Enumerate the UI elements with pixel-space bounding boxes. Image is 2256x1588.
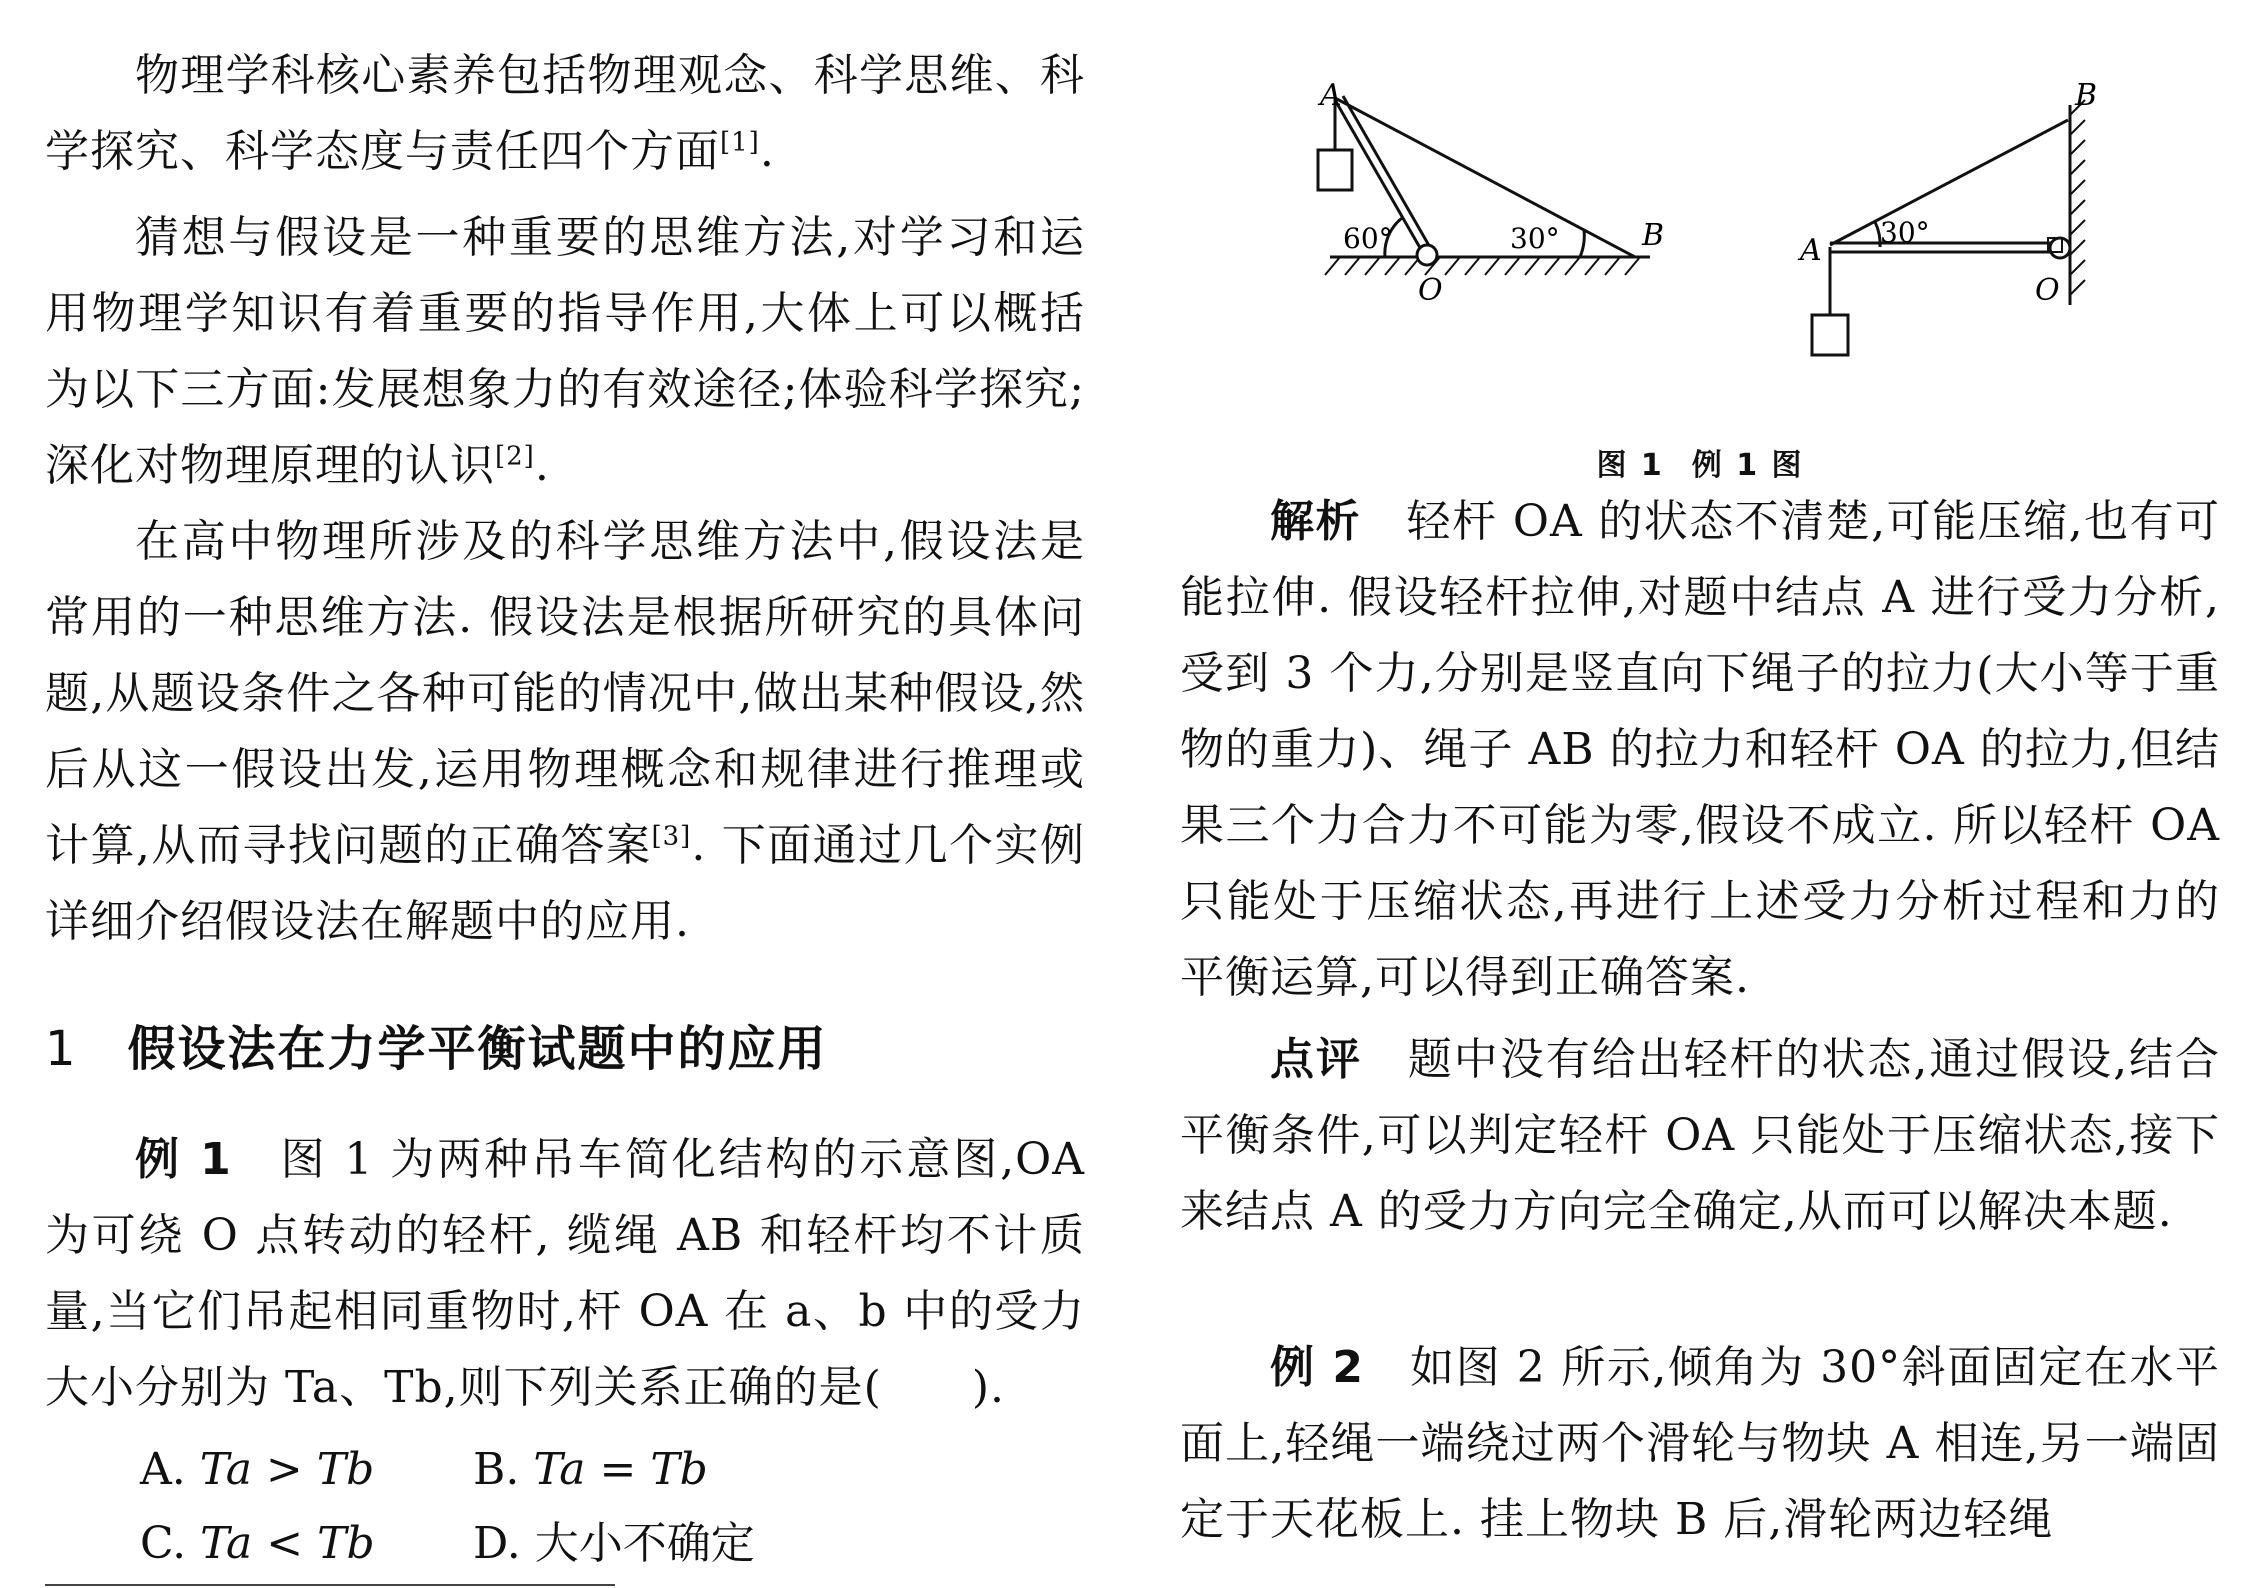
crane-b bbox=[1812, 100, 2085, 355]
label-a-left: A bbox=[1320, 78, 1342, 113]
weight-a bbox=[1318, 150, 1352, 190]
intro-paragraph-3: 在高中物理所涉及的科学思维方法中,假设法是常用的一种思维方法. 假设法是根据所研究的具体问题,从题设条件之各种可能的情况中,做出某种假设,然后从这一假设出发,运用物理概念和规律进行推理或计算,从而寻找问题的正确答案[3]. 下面通过几个实例详细介绍假设法在解题中的应用. bbox=[45, 516, 1085, 947]
angle-60-label: 60° bbox=[1343, 222, 1393, 255]
example-2-paragraph bbox=[1180, 1330, 2220, 1558]
angle-30-label-left: 30° bbox=[1510, 222, 1560, 255]
angle-30-label-right: 30° bbox=[1880, 216, 1930, 249]
example-2-label: 例 2 bbox=[1270, 1342, 1365, 1393]
analysis-text: 轻杆 OA 的状态不清楚,可能压缩,也有可能拉伸. 假设轻杆拉伸,对题中结点 A 进行受力分析,受到 3 个力,分别是竖直向下绳子的拉力(大小等于重物的重力)、绳子 AB 的拉力和轻杆 OA 的拉力,但结果三个力合力不可能为零,假设不成立. 所以轻杆 OA 只能处于压缩状态,再进行上述受力分析过程和力的平衡运算,可以得到正确答案. bbox=[1180, 496, 2221, 1003]
caption-figure-number: 图 1 bbox=[1596, 448, 1664, 483]
example-2-text: 如图 2 所示,倾角为 30°斜面固定在水平面上,轻绳一端绕过两个滑轮与物块 A 相连,另一端固定于天花板上. 挂上物块 B 后,滑轮两边轻绳 bbox=[1180, 1342, 2221, 1545]
section-number: 1 bbox=[45, 1021, 78, 1077]
caption-example: 例 1 图 bbox=[1691, 448, 1804, 483]
label-o-right: O bbox=[2035, 273, 2060, 308]
intro-paragraph-1: 物理学科核心素养包括物理观念、科学思维、科学探究、科学态度与责任四个方面[1]. bbox=[45, 50, 1085, 177]
footnote-rule bbox=[45, 1584, 615, 1586]
comment-label: 点评 bbox=[1270, 1034, 1362, 1085]
section-title: 假设法在力学平衡试题中的应用 bbox=[127, 1021, 828, 1077]
reference-3[interactable]: [3] bbox=[651, 821, 692, 852]
intro-text-1: 物理学科核心素养包括物理观念、科学思维、科学探究、科学态度与责任四个方面 bbox=[45, 50, 1085, 177]
analysis-paragraph bbox=[1180, 484, 2220, 1016]
label-a-right: A bbox=[1800, 233, 1822, 268]
comment-text: 题中没有给出轻杆的状态,通过假设,结合平衡条件,可以判定轻杆 OA 只能处于压缩状态,接下来结点 A 的受力方向完全确定,从而可以解决本题. bbox=[1180, 1034, 2220, 1237]
example-1-paragraph bbox=[45, 1122, 1085, 1426]
example-1-text: 图 1 为两种吊车简化结构的示意图,OA 为可绕 O 点转动的轻杆, 缆绳 AB 和轻杆均不计质量,当它们吊起相同重物时,杆 OA 在 a、b 中的受力大小分别为 Ta、Tb,则下列关系正确的是( ). bbox=[45, 1134, 1085, 1413]
figure-caption bbox=[1180, 440, 2220, 484]
intro-text-3: 在高中物理所涉及的科学思维方法中,假设法是常用的一种思维方法. 假设法是根据所研究的具体问题,从题设条件之各种可能的情况中,做出某种假设,然后从这一假设出发,运用物理概念和规律进行推理或计算,从而寻找问题的正确答案 bbox=[45, 516, 1085, 871]
intro-text-2: 猜想与假设是一种重要的思维方法,对学习和运用物理学知识有着重要的指导作用,大体上可以概括为以下三方面:发展想象力的有效途径;体验科学探究;深化对物理原理的认识 bbox=[45, 212, 1085, 491]
analysis-label: 解析 bbox=[1270, 496, 1361, 547]
option-b[interactable]: B. Ta = Tb bbox=[473, 1444, 708, 1495]
rope-ab-b bbox=[1830, 120, 2068, 245]
intro-paragraph-2: 猜想与假设是一种重要的思维方法,对学习和运用物理学知识有着重要的指导作用,大体上可以概括为以下三方面:发展想象力的有效途径;体验科学探究;深化对物理原理的认识[2]. bbox=[45, 212, 1085, 491]
option-c[interactable]: C. Ta < Tb bbox=[140, 1518, 375, 1569]
label-o-left: O bbox=[1418, 273, 1443, 308]
label-b-right: B bbox=[2075, 78, 2098, 113]
weight-b bbox=[1812, 315, 1848, 355]
comment-paragraph bbox=[1180, 1022, 2220, 1250]
option-a[interactable]: A. Ta > Tb bbox=[140, 1444, 375, 1495]
option-d[interactable]: D. 大小不确定 bbox=[473, 1518, 755, 1569]
section-heading bbox=[45, 1010, 828, 1079]
reference-1[interactable]: [1] bbox=[720, 127, 760, 158]
label-b-left: B bbox=[1642, 218, 1665, 253]
example-1-label: 例 1 bbox=[135, 1134, 232, 1185]
figure-1-diagram bbox=[1180, 50, 2220, 470]
reference-2[interactable]: [2] bbox=[495, 441, 535, 472]
